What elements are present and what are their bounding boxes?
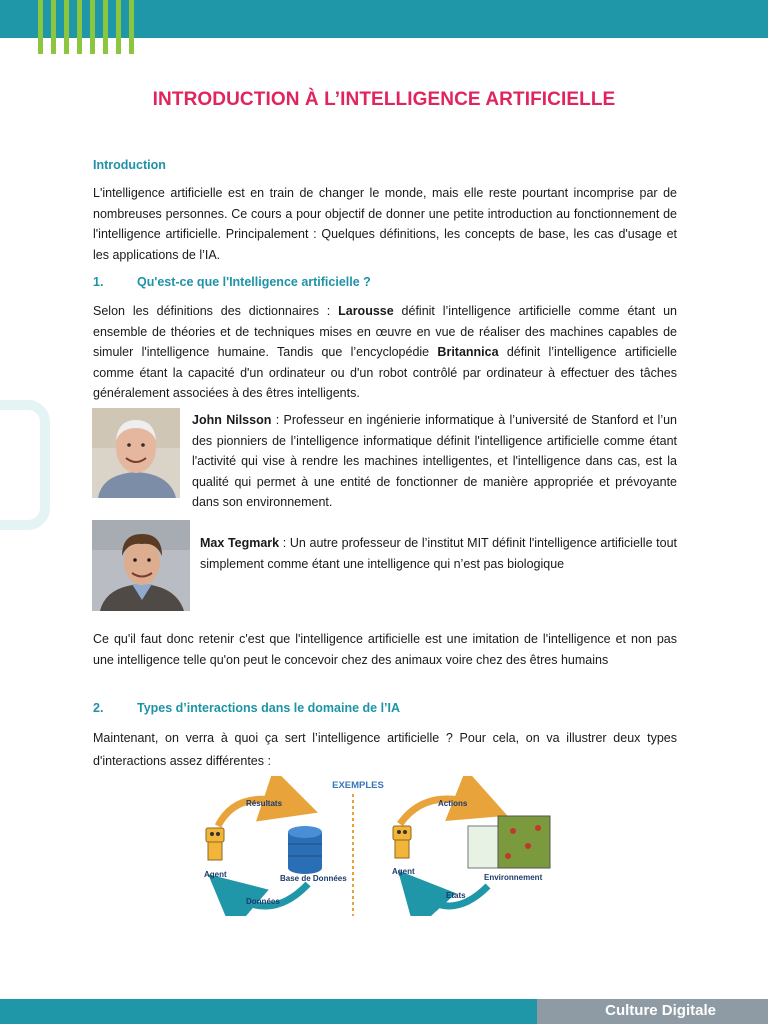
interaction-diagram <box>188 776 558 916</box>
header-bar <box>51 0 56 54</box>
section-number: 1. <box>93 275 104 289</box>
label-database: Base de Données <box>280 874 347 883</box>
side-decoration <box>0 400 50 530</box>
header-bar <box>90 0 95 54</box>
larousse-label: Larousse <box>338 304 394 318</box>
label-data: Données <box>246 897 280 906</box>
header-bar <box>38 0 43 54</box>
definitions-paragraph <box>93 301 677 404</box>
britannica-label: Britannica <box>437 345 499 359</box>
text-run: Selon les définitions des dictionnaires : <box>93 304 339 318</box>
header-bar <box>103 0 108 54</box>
nilsson-name: John Nilsson <box>192 413 272 427</box>
label-agent-left: Agent <box>204 870 227 879</box>
label-states: Etats <box>446 891 466 900</box>
tegmark-bio <box>200 533 677 574</box>
diagram-title: EXEMPLES <box>332 780 384 791</box>
text-run: définit l’intelligence artificielle comme étant la capacité d'un ordinateur ou d'un robot contrôlé par ordinateur à effectuer des tâches généralement associées à des êtres intelligents. <box>93 345 677 400</box>
tegmark-photo <box>92 520 190 611</box>
section-1-heading <box>93 275 371 289</box>
section-number: 2. <box>93 701 104 715</box>
database-icon <box>288 826 322 874</box>
tegmark-name: Max Tegmark <box>200 536 280 550</box>
intro-heading: Introduction <box>93 158 166 172</box>
environment-icon <box>468 816 550 868</box>
label-environment: Environnement <box>484 873 543 882</box>
section-title: Qu'est-ce que l'Intelligence artificielle ? <box>137 275 371 289</box>
header-bar <box>77 0 82 54</box>
text-run: : Professeur en ingénierie informatique à l’université de Stanford et l’un des pionniers de l’intelligence informatique définit l'intelligence artificielle comme étant l'activité qui vise à rendre les machines intelligentes, et l'intelligence dans cas, est la qualité qui permet à une entité de fonctionner de manière appropriée et prévoyante dans son environnement. <box>192 413 677 509</box>
header-bar <box>64 0 69 54</box>
section-2-heading <box>93 701 400 715</box>
document-title: INTRODUCTION À L’INTELLIGENCE ARTIFICIELLE <box>152 89 616 110</box>
label-agent-right: Agent <box>392 867 415 876</box>
header-bar <box>129 0 134 54</box>
footer-label: Culture Digitale <box>605 1002 716 1019</box>
label-results: Résultats <box>246 799 283 808</box>
nilsson-bio <box>192 410 677 513</box>
agent-icon <box>206 828 224 860</box>
text-run: définit l’intelligence artificielle comme étant un ensemble de théories et de techniques mises en œuvre en vue de réaliser des machines capables de simuler l'intelligence humaine. Tandis que l’encyclopédie <box>93 304 677 359</box>
text-run: : Un autre professeur de l’institut MIT définit l'intelligence artificielle tout simplement comme étant une intelligence qui n’est pas biologique <box>200 536 678 571</box>
intro-paragraph: L'intelligence artificielle est en train de changer le monde, mais elle reste pourtant incomprise par de nombreuses personnes. Ce cours a pour objectif de donner une petite introduction au fonctionnement de l'intelligence artificielle. Principalement : Quelques définitions, les concepts de base, les cas d'usage et les applications de l’IA. <box>93 186 677 262</box>
label-actions: Actions <box>438 799 468 808</box>
interactions-paragraph: Maintenant, on verra à quoi ça sert l’intelligence artificielle ? Pour cela, on va illustrer deux types d'interactions assez différentes : <box>93 731 677 768</box>
header-bar <box>116 0 121 54</box>
nilsson-photo <box>92 408 180 498</box>
conclusion-paragraph: Ce qu'il faut donc retenir c'est que l'intelligence artificielle est une imitation de l'intelligence et non pas une intelligence telle qu'on peut le concevoir chez des animaux voire chez des êtres humains <box>93 632 677 667</box>
section-title: Types d’interactions dans le domaine de l’IA <box>137 701 401 715</box>
agent-icon <box>393 826 411 858</box>
